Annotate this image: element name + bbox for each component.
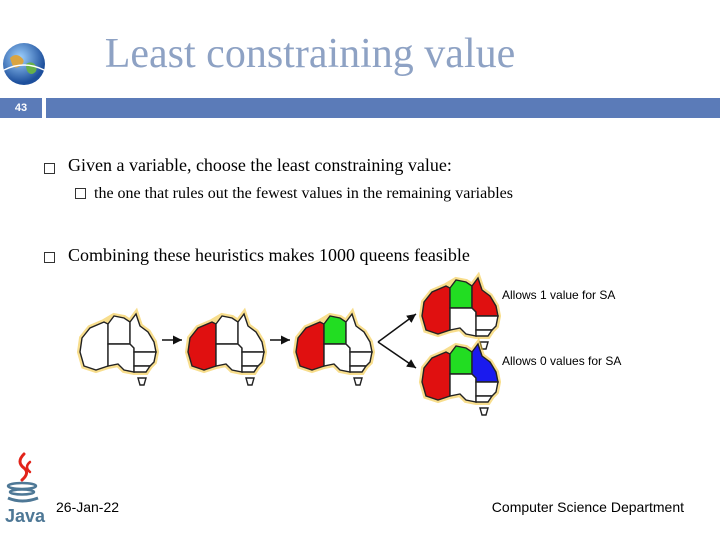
- australia-map-3: [296, 314, 372, 385]
- australia-map-4: [422, 278, 498, 349]
- sub-bullet-box-icon: [75, 188, 86, 199]
- australia-map-2: [188, 314, 264, 385]
- java-logo-icon: [2, 452, 46, 528]
- title-bar: [46, 98, 720, 118]
- java-logo-text: Java: [5, 506, 46, 526]
- slide-title: Least constraining value: [104, 31, 516, 77]
- australia-map-1: [80, 314, 156, 385]
- bullet-1-sub-text: the one that rules out the fewest values in the remaining variables: [94, 185, 513, 202]
- slide-number: 43: [14, 102, 28, 114]
- bullet-box-icon: [44, 163, 55, 174]
- bullet-2-text: Combining these heuristics makes 1000 queens feasible: [68, 245, 470, 265]
- australia-map-5: [422, 344, 498, 415]
- label-allows-1: Allows 1 value for SA: [502, 288, 616, 302]
- footer-date: 26-Jan-22: [56, 499, 120, 515]
- map-coloring-diagram: [70, 272, 650, 422]
- bullet-box-icon: [44, 252, 55, 263]
- label-allows-0: Allows 0 values for SA: [502, 354, 622, 368]
- footer-department: Computer Science Department: [491, 499, 684, 515]
- bullet-1-text: Given a variable, choose the least constraining value:: [68, 155, 452, 175]
